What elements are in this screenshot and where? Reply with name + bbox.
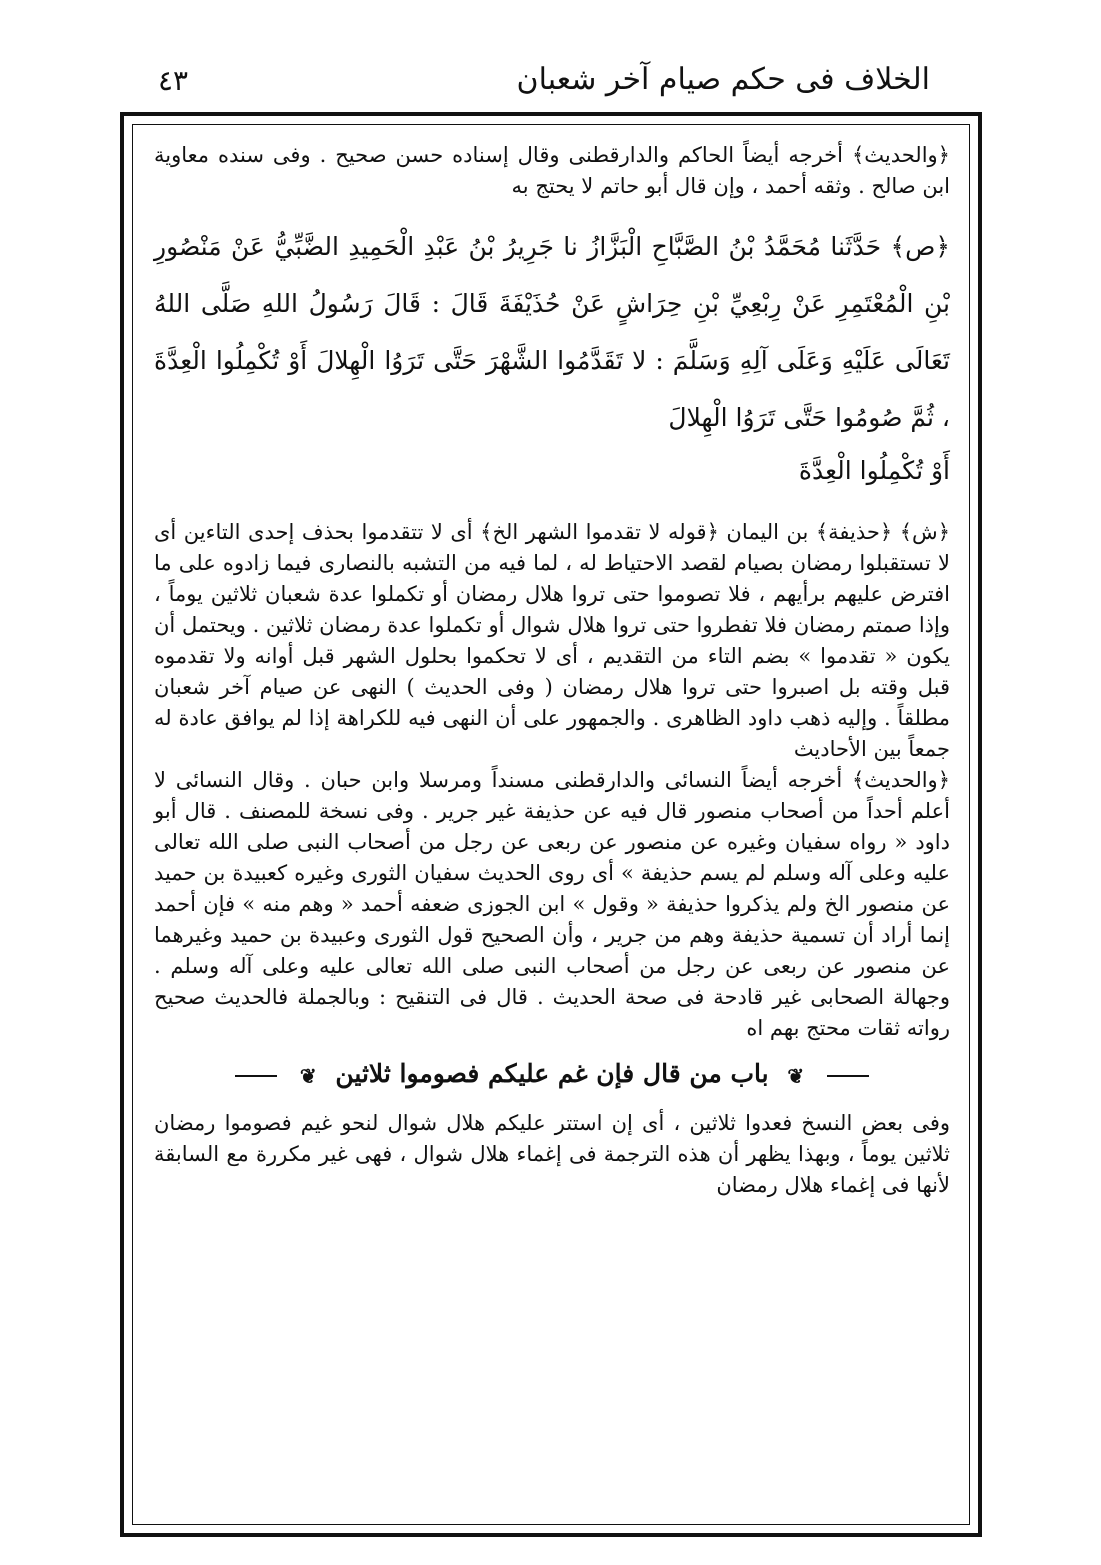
heading-line-right bbox=[827, 1075, 869, 1077]
hadith-narrations-paragraph: ﴿والحديث﴾ أخرجه أيضاً النسائى والدارقطنى مسنداً ومرسلا وابن حبان . وقال النسائى لا أعلم أحداً من أصحاب منصور قال فيه عن حذيفة غير جرير . وفى نسخة للمصنف . قال أبو داود « رواه سفيان وغيره عن منصور عن ربعى عن رجل من أصحاب النبى صلى الله تعالى عليه وعلى آله وسلم لم يسم حذيفة » أى روى الحديث سفيان الثورى وغيره كعبيدة بن حميد عن منصور الخ ولم يذكروا حذيفة « وقول » ابن الجوزى ضعفه أحمد « وهم منه » فإن أحمد إنما أراد أن تسمية حذيفة وهم من جرير ، وأن الصحيح قول الثورى وعبيدة بن حميد وغيرهما عن منصور عن ربعى عن رجل من أصحاب النبى صلى الله تعالى عليه وعلى آله وسلم . وجهالة الصحابى غير قادحة فى صحة الحديث . قال فى التنقيح : وبالجملة فالحديث صحيح رواته ثقات محتج بهم اه bbox=[154, 768, 950, 1040]
page-content bbox=[154, 140, 950, 1201]
hadith-text: ﴿ص﴾ حَدَّثَنا مُحَمَّدُ بْنُ الصَّبَّاحِ الْبَزَّازُ نا جَرِيرُ بْنُ عَبْدِ الْحَمِيدِ الضَّبِّيُّ عَنْ مَنْصُورِ بْنِ الْمُعْتَمِرِ عَنْ رِبْعِيِّ بْنِ حِرَاشٍ عَنْ حُذَيْفَةَ قَالَ : قَالَ رَسُولُ اللهِ صَلَّى اللهُ تَعَالَى عَلَيْهِ وَعَلَى آلِهِ وَسَلَّمَ : لا تَقَدَّمُوا الشَّهْرَ حَتَّى تَرَوُا الْهِلالَ أَوْ تُكْمِلُوا الْعِدَّةَ ، ثُمَّ صُومُوا حَتَّى تَرَوُا الْهِلالَ bbox=[154, 232, 950, 432]
hadith-text-end: أَوْ تُكْمِلُوا الْعِدَّةَ bbox=[798, 456, 950, 485]
chapter-commentary: وفى بعض النسخ فعدوا ثلاثين ، أى إن استتر عليكم هلال شوال لنحو غيم فصوموا رمضان ثلاثين يوماً ، وبهذا يظهر أن هذه الترجمة فى إغماء هلال شوال ، فهى غير مكررة مع السابقة لأنها فى إغماء هلال رمضان bbox=[154, 1110, 950, 1197]
running-title: الخلاف فى حكم صيام آخر شعبان bbox=[516, 62, 930, 97]
chapter-heading bbox=[154, 1054, 950, 1096]
ornament-right: ❦ bbox=[787, 1063, 805, 1088]
chapter-title: باب من قال فإن غم عليكم فصوموا ثلاثين bbox=[335, 1059, 769, 1088]
page-header bbox=[130, 44, 930, 104]
ornament-left: ❦ bbox=[299, 1063, 317, 1088]
page-number: ٤٣ bbox=[158, 64, 189, 97]
commentary-paragraph: ﴿ش﴾ ﴿حذيفة﴾ بن اليمان ﴿قوله لا تقدموا الشهر الخ﴾ أى لا تتقدموا بحذف إحدى التاءين أى لا تستقبلوا رمضان بصيام لقصد الاحتياط له ، لما فيه من التشبه بالنصارى فيما زادوه على ما افترض عليهم برأيهم ، فلا تصوموا حتى تروا هلال رمضان أو تكملوا عدة شعبان ثلاثين يوماً ، وإذا صمتم رمضان فلا تفطروا حتى تروا هلال شوال أو تكملوا عدة رمضان ثلاثين . ويحتمل أن يكون « تقدموا » بضم التاء من التقديم ، أى لا تحكموا بحلول الشهر قبل أوانه ولا تقدموه قبل وقته بل اصبروا حتى تروا هلال رمضان ( وفى الحديث ) النهى عن صيام آخر شعبان مطلقاً . وإليه ذهب داود الظاهرى . والجمهور على أن النهى فيه للكراهة إذا لم يوافق عادة له جمعاً بين الأحاديث bbox=[154, 520, 950, 761]
hadith-sources-paragraph: ﴿والحديث﴾ أخرجه أيضاً الحاكم والدارقطنى وقال إسناده حسن صحيح . وفى سنده معاوية ابن صالح . وثقه أحمد ، وإن قال أبو حاتم لا يحتج به bbox=[154, 143, 950, 198]
heading-line-left bbox=[235, 1075, 277, 1077]
